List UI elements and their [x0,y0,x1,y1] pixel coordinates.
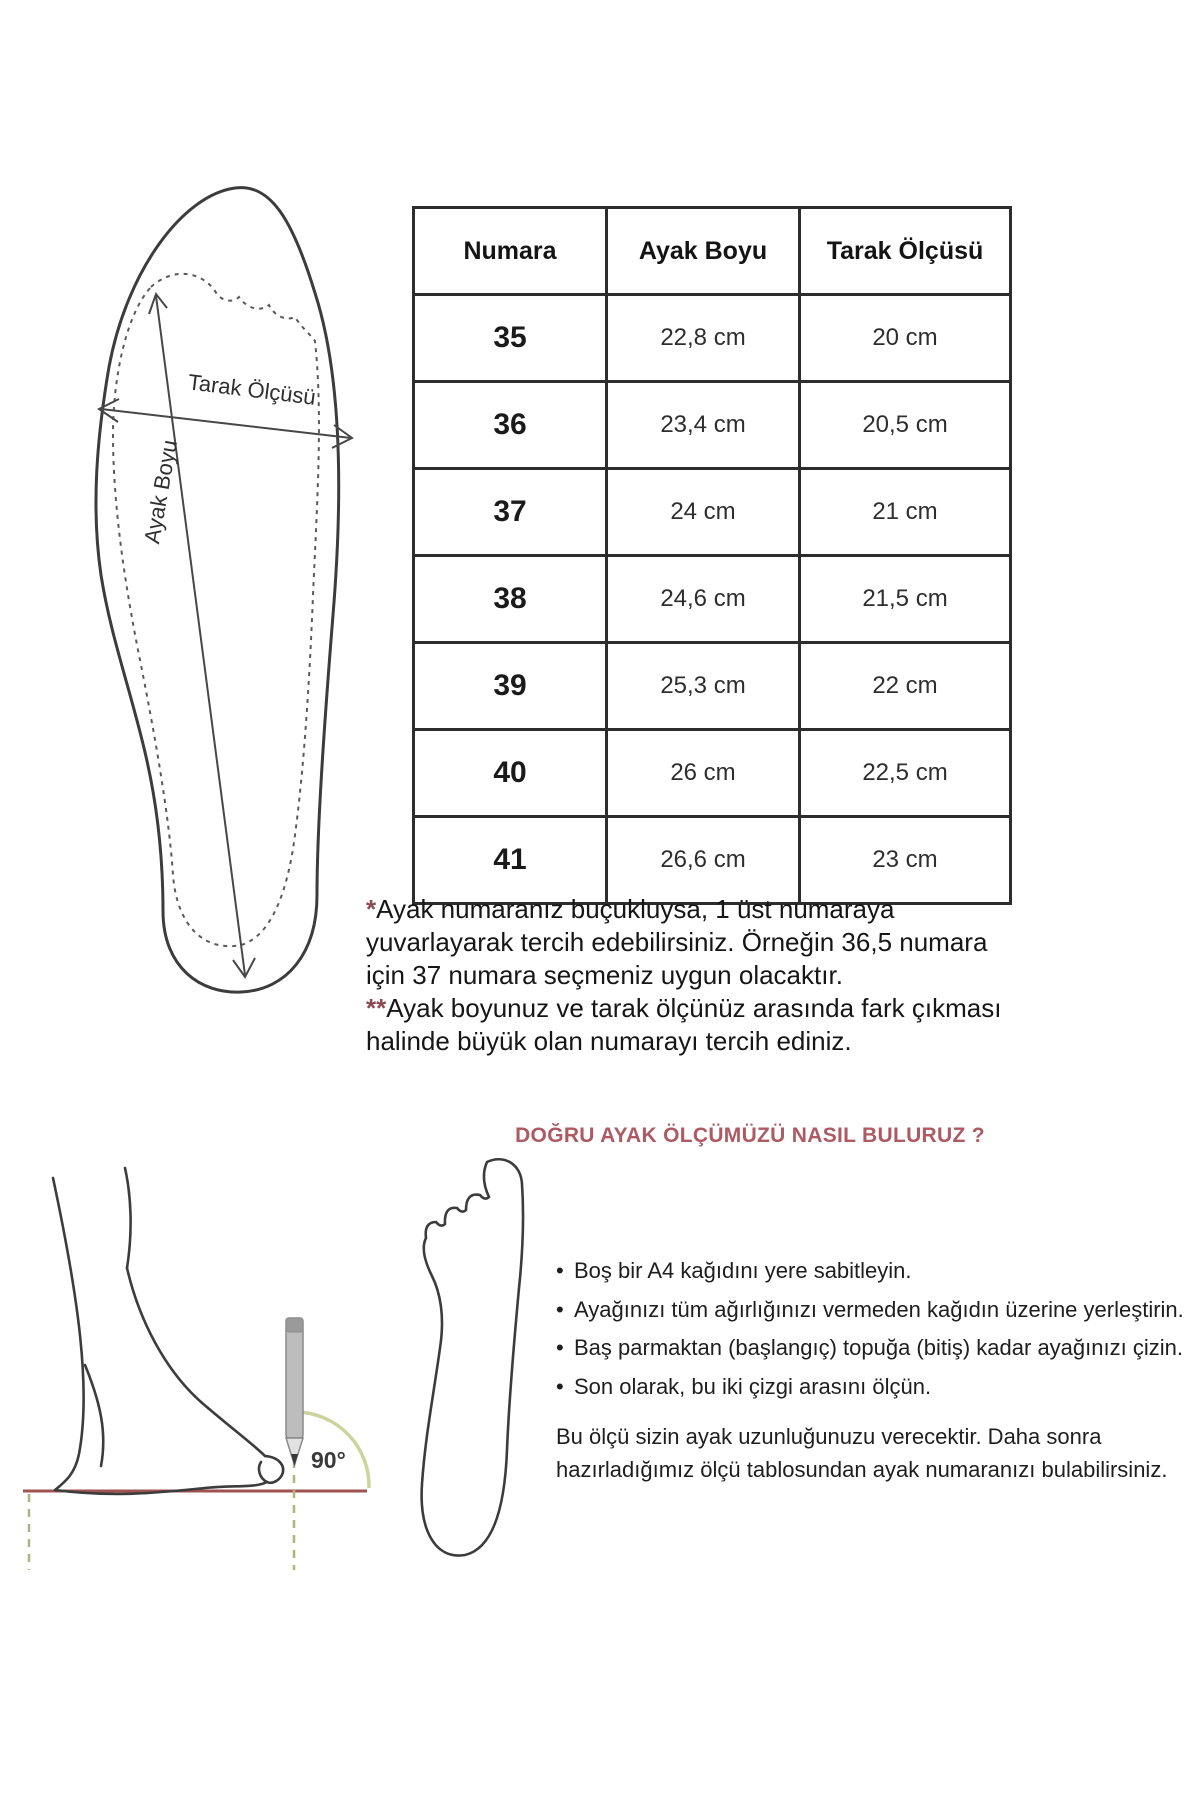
cell-numara: 38 [414,556,607,643]
col-header-tarak-olcusu: Tarak Ölçüsü [800,208,1011,295]
bullet-icon: • [556,1258,564,1283]
cell-tarak-olcusu: 21 cm [800,469,1011,556]
bullet-icon: • [556,1296,564,1322]
size-table-container [412,206,1012,905]
foot-profile-outline [53,1168,283,1494]
list-item-text: Baş parmaktan (başlangıç) topuğa (bitiş) kadar ayağınızı çizin. [574,1335,1183,1360]
cell-numara: 40 [414,730,607,817]
footnote-2-marker: ** [366,993,387,1023]
list-item [556,1256,1200,1295]
foot-side-view-diagram [5,1160,375,1640]
cell-ayak-boyu: 25,3 cm [607,643,800,730]
list-item-text: Boş bir A4 kağıdını yere sabitleyin. [574,1258,912,1283]
cell-tarak-olcusu: 20 cm [800,295,1011,382]
table-row [414,817,1011,904]
cell-tarak-olcusu: 20,5 cm [800,382,1011,469]
bullet-icon: • [556,1373,564,1399]
table-row [414,469,1011,556]
cell-ayak-boyu: 24 cm [607,469,800,556]
cell-numara: 39 [414,643,607,730]
footnotes [366,893,1026,1058]
insole-measure-diagram [55,175,365,1005]
size-table-header-row [414,208,1011,295]
list-item-text: Ayağınızı tüm ağırlığınızı vermeden kağıdın üzerine yerleştirin. [574,1296,1184,1322]
cell-numara: 41 [414,817,607,904]
list-item-text: Son olarak, bu iki çizgi arasını ölçün. [574,1373,932,1399]
width-label: Tarak Ölçüsü [186,369,318,410]
footprint-outline-diagram [368,1150,538,1580]
bullet-icon: • [556,1335,564,1360]
footprint-outline [422,1159,523,1555]
list-item [556,1295,1200,1334]
list-item [556,1372,1200,1411]
outro-paragraph: Bu ölçü sizin ayak uzunluğunuzu verecektir. Daha sonra hazırladığımız ölçü tablosundan ayak numaranızı bulabilirsiniz. [556,1424,1168,1482]
cell-tarak-olcusu: 22 cm [800,643,1011,730]
size-table [412,206,1012,905]
table-row [414,556,1011,643]
cell-ayak-boyu: 23,4 cm [607,382,800,469]
table-row [414,643,1011,730]
cell-ayak-boyu: 26 cm [607,730,800,817]
instructions-list [556,1256,1200,1410]
footnote-1-text: Ayak numaranız buçukluysa, 1 üst numaraya yuvarlayarak tercih edebilirsiniz. Örneğin 36,5 numara için 37 numara seçmeniz uygun olacaktır. [366,894,988,990]
cell-ayak-boyu: 22,8 cm [607,295,800,382]
table-row [414,382,1011,469]
cell-numara: 35 [414,295,607,382]
footnote-2 [366,992,1026,1058]
footnote-1 [366,893,1026,992]
footnote-2-text: Ayak boyunuz ve tarak ölçünüz arasında fark çıkması halinde büyük olan numarayı tercih ediniz. [366,993,1002,1056]
insole-outline [96,188,339,993]
cell-ayak-boyu: 24,6 cm [607,556,800,643]
list-item [556,1333,1200,1372]
table-row [414,295,1011,382]
measure-section-heading: DOĞRU AYAK ÖLÇÜMÜZÜ NASIL BULURUZ ? [515,1124,985,1147]
pencil-icon [286,1318,303,1466]
col-header-ayak-boyu: Ayak Boyu [607,208,800,295]
col-header-numara: Numara [414,208,607,295]
cell-tarak-olcusu: 23 cm [800,817,1011,904]
cell-numara: 37 [414,469,607,556]
cell-tarak-olcusu: 21,5 cm [800,556,1011,643]
table-row [414,730,1011,817]
cell-tarak-olcusu: 22,5 cm [800,730,1011,817]
footnote-1-marker: * [366,894,377,924]
angle-label: 90° [311,1447,346,1473]
length-label: Ayak Boyu [139,437,183,546]
cell-numara: 36 [414,382,607,469]
cell-ayak-boyu: 26,6 cm [607,817,800,904]
